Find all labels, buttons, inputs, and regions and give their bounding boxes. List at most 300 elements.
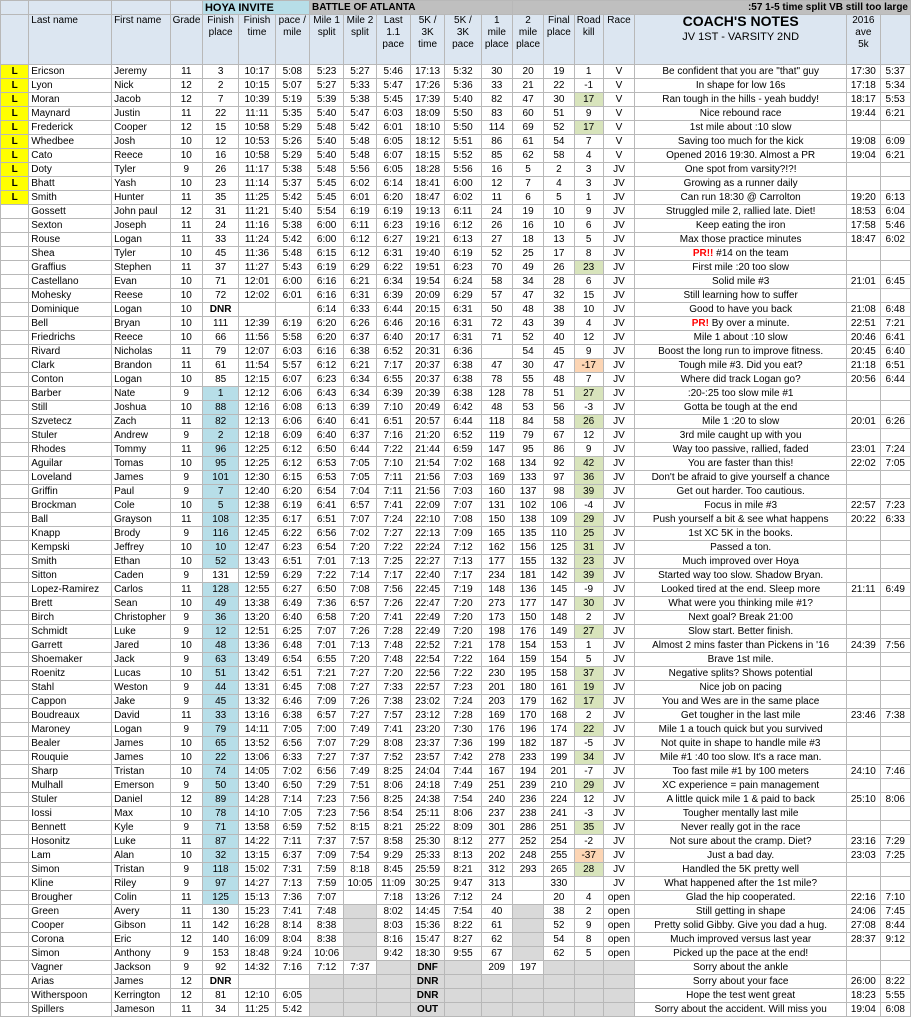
cell-17: Mile 1 a touch quick but you survived [635, 723, 847, 737]
cell-17: Passed a ton. [635, 541, 847, 555]
cell-12: 209 [481, 961, 512, 975]
table-row [1, 121, 911, 135]
cell-11: 7:17 [445, 569, 481, 583]
table-row [1, 807, 911, 821]
cell-10: 25:59 [410, 863, 444, 877]
cell-13: 49 [512, 261, 543, 275]
cell-9: 7:41 [376, 611, 410, 625]
cell-3: 12 [170, 79, 202, 93]
cell-8 [344, 947, 376, 961]
cell-2: Emerson [112, 779, 171, 793]
cell-12: 202 [481, 849, 512, 863]
cell-10: 23:02 [410, 695, 444, 709]
cell-3: 11 [170, 415, 202, 429]
cell-8: 7:49 [344, 765, 376, 779]
cell-12: 33 [481, 79, 512, 93]
cell-2: Hunter [112, 191, 171, 205]
cell-2: James [112, 471, 171, 485]
cell-16 [603, 961, 634, 975]
cell-13: 25 [512, 247, 543, 261]
cell-12: 47 [481, 359, 512, 373]
cell-8: 6:57 [344, 597, 376, 611]
cell-13: 156 [512, 541, 543, 555]
cell-10: 23:20 [410, 723, 444, 737]
cell-6: 6:01 [275, 289, 309, 303]
cell-6: 5:42 [275, 191, 309, 205]
cell-0 [1, 219, 29, 233]
cell-3: 11 [170, 107, 202, 121]
cell-2: John paul [112, 205, 171, 219]
cell-12: 164 [481, 653, 512, 667]
cell-16: JV [603, 681, 634, 695]
cell-3: 9 [170, 961, 202, 975]
cell-6: 9:24 [275, 947, 309, 961]
cell-16: JV [603, 275, 634, 289]
cell-12: 118 [481, 415, 512, 429]
cell-2: Tristan [112, 765, 171, 779]
cell-16: JV [603, 331, 634, 345]
cell-14: 45 [544, 345, 574, 359]
cell-15: -4 [574, 499, 603, 513]
cell-12: 301 [481, 821, 512, 835]
meet2-title: BATTLE OF ATLANTA [309, 1, 512, 15]
cell-18 [847, 429, 880, 443]
cell-4: 12 [202, 625, 238, 639]
cell-12: 119 [481, 429, 512, 443]
cell-4: 101 [202, 471, 238, 485]
table-row [1, 653, 911, 667]
cell-3: 10 [170, 667, 202, 681]
cell-2: Daniel [112, 793, 171, 807]
cell-12: 168 [481, 457, 512, 471]
cell-13 [512, 905, 543, 919]
cell-15: 1 [574, 191, 603, 205]
cell-13: 286 [512, 821, 543, 835]
cell-16: JV [603, 499, 634, 513]
cell-0 [1, 835, 29, 849]
cell-11: 7:28 [445, 709, 481, 723]
cell-9: 6:40 [376, 331, 410, 345]
cell-14: 158 [544, 667, 574, 681]
cell-19: 8:44 [880, 919, 910, 933]
cell-10: 18:15 [410, 149, 444, 163]
column-header-16: Race [603, 15, 634, 65]
cell-12: 57 [481, 289, 512, 303]
cell-9: 6:23 [376, 219, 410, 233]
cell-14: 2 [544, 163, 574, 177]
cell-8: 7:27 [344, 709, 376, 723]
cell-19: 5:46 [880, 219, 910, 233]
table-row [1, 93, 911, 107]
cell-9: 7:38 [376, 695, 410, 709]
cell-15: -2 [574, 835, 603, 849]
cell-4: 52 [202, 555, 238, 569]
cell-18: 20:22 [847, 513, 880, 527]
cell-2: Stephen [112, 261, 171, 275]
cell-3: 11 [170, 345, 202, 359]
cell-19 [880, 261, 910, 275]
cell-3: 10 [170, 275, 202, 289]
cell-8: 8:18 [344, 863, 376, 877]
cell-15: -3 [574, 807, 603, 821]
cell-17: Can run 18:30 @ Carrolton [635, 191, 847, 205]
cell-13: 159 [512, 653, 543, 667]
cell-12: 48 [481, 401, 512, 415]
cell-16: JV [603, 737, 634, 751]
cell-5 [239, 303, 275, 317]
cell-8: 7:04 [344, 485, 376, 499]
cell-0: L [1, 149, 29, 163]
cell-9: 6:03 [376, 107, 410, 121]
cell-6: 6:38 [275, 709, 309, 723]
cell-1: Friedrichs [29, 331, 112, 345]
cell-18 [847, 569, 880, 583]
cell-12 [481, 345, 512, 359]
cell-3: 9 [170, 569, 202, 583]
cell-16: JV [603, 387, 634, 401]
cell-15: -9 [574, 583, 603, 597]
cell-19 [880, 121, 910, 135]
cell-5: 10:53 [239, 135, 275, 149]
cell-3: 9 [170, 485, 202, 499]
cell-2: Logan [112, 233, 171, 247]
cell-10: 19:40 [410, 247, 444, 261]
cell-12: 24 [481, 891, 512, 905]
table-row [1, 359, 911, 373]
cell-16: JV [603, 877, 634, 891]
cell-3: 11 [170, 891, 202, 905]
cell-17: 3rd mile caught up with you [635, 429, 847, 443]
cell-11 [445, 975, 481, 989]
cell-7: 5:40 [309, 135, 343, 149]
cell-3: 9 [170, 625, 202, 639]
cell-5: 14:11 [239, 723, 275, 737]
cell-4: 1 [202, 387, 238, 401]
cell-10: 18:10 [410, 121, 444, 135]
cell-11: 9:55 [445, 947, 481, 961]
cell-7: 5:23 [309, 65, 343, 79]
cell-3: 10 [170, 149, 202, 163]
column-header-8: Mile 2 split [344, 15, 376, 65]
cell-8: 6:21 [344, 359, 376, 373]
cell-17: Not sure about the cramp. Diet? [635, 835, 847, 849]
cell-15: 23 [574, 261, 603, 275]
cell-8: 6:37 [344, 331, 376, 345]
cell-6: 6:56 [275, 737, 309, 751]
table-row [1, 639, 911, 653]
cell-3: 9 [170, 877, 202, 891]
cell-8: 6:02 [344, 177, 376, 191]
cell-17: Tougher mentally last mile [635, 807, 847, 821]
column-header-3: Grade [170, 15, 202, 65]
cell-6: 7:14 [275, 793, 309, 807]
cell-4: 2 [202, 79, 238, 93]
cell-1: Spillers [29, 1003, 112, 1017]
cell-5: 13:49 [239, 653, 275, 667]
cell-17: Handled the 5K pretty well [635, 863, 847, 877]
cell-14: 19 [544, 65, 574, 79]
cell-4: 44 [202, 681, 238, 695]
cell-17: Be confident that you are "that" guy [635, 65, 847, 79]
cell-18: 27:08 [847, 919, 880, 933]
cell-17: Opened 2016 19:30. Almost a PR [635, 149, 847, 163]
cell-19: 5:53 [880, 93, 910, 107]
cell-0 [1, 625, 29, 639]
cell-8: 7:14 [344, 569, 376, 583]
cell-7: 6:56 [309, 765, 343, 779]
cell-10: 22:54 [410, 653, 444, 667]
cell-4: 22 [202, 107, 238, 121]
cell-10: 18:28 [410, 163, 444, 177]
cell-5: 12:47 [239, 541, 275, 555]
cell-1: Iossi [29, 807, 112, 821]
cell-14: 147 [544, 597, 574, 611]
cell-0 [1, 513, 29, 527]
cell-14: 28 [544, 275, 574, 289]
cell-9: 6:19 [376, 205, 410, 219]
cell-14 [544, 961, 574, 975]
cell-12: 234 [481, 569, 512, 583]
cell-13: 69 [512, 121, 543, 135]
cell-10: 19:51 [410, 261, 444, 275]
cell-6: 6:51 [275, 555, 309, 569]
cell-13: 21 [512, 79, 543, 93]
cell-15 [574, 989, 603, 1003]
cell-1: Brougher [29, 891, 112, 905]
table-row [1, 65, 911, 79]
cell-7: 6:53 [309, 457, 343, 471]
cell-10: 19:16 [410, 219, 444, 233]
cell-12: 114 [481, 121, 512, 135]
table-row [1, 177, 911, 191]
pr-badge: PR! [691, 317, 709, 329]
cell-10: 22:45 [410, 583, 444, 597]
cell-10: 17:39 [410, 93, 444, 107]
cell-12: 128 [481, 387, 512, 401]
cell-7: 6:54 [309, 541, 343, 555]
cell-12: 85 [481, 149, 512, 163]
cell-19: 9:12 [880, 933, 910, 947]
cell-1: Birch [29, 611, 112, 625]
cell-13: 154 [512, 639, 543, 653]
cell-5: 12:12 [239, 387, 275, 401]
cell-19 [880, 737, 910, 751]
cell-19: 6:02 [880, 233, 910, 247]
cell-13: 197 [512, 961, 543, 975]
cell-17: Sorry about the ankle [635, 961, 847, 975]
cell-8: 6:01 [344, 191, 376, 205]
cell-4: 71 [202, 821, 238, 835]
cell-0 [1, 527, 29, 541]
cell-14: 5 [544, 191, 574, 205]
cell-2: Jack [112, 653, 171, 667]
cell-10: 25:11 [410, 807, 444, 821]
cell-14: 98 [544, 485, 574, 499]
cell-18: 18:17 [847, 93, 880, 107]
cell-18 [847, 261, 880, 275]
cell-15: 23 [574, 555, 603, 569]
cell-12: 71 [481, 331, 512, 345]
cell-11: 7:07 [445, 499, 481, 513]
table-row [1, 471, 911, 485]
cell-7: 5:40 [309, 149, 343, 163]
cell-7: 6:40 [309, 415, 343, 429]
cell-0 [1, 779, 29, 793]
cell-13: 252 [512, 835, 543, 849]
cell-11: 7:20 [445, 597, 481, 611]
cell-11: 6:52 [445, 429, 481, 443]
cell-19: 7:38 [880, 709, 910, 723]
cell-19 [880, 611, 910, 625]
cell-11: 7:22 [445, 653, 481, 667]
cell-0 [1, 401, 29, 415]
cell-5: 12:51 [239, 625, 275, 639]
cell-16: JV [603, 401, 634, 415]
cell-0 [1, 275, 29, 289]
cell-6: 5:35 [275, 107, 309, 121]
cell-11: 7:36 [445, 737, 481, 751]
cell-2: Max [112, 807, 171, 821]
cell-11: 6:29 [445, 289, 481, 303]
cell-11: 5:36 [445, 79, 481, 93]
cell-5: 11:11 [239, 107, 275, 121]
cell-3: 10 [170, 737, 202, 751]
cell-18: 25:10 [847, 793, 880, 807]
cell-7: 7:59 [309, 877, 343, 891]
cell-2: Cooper [112, 121, 171, 135]
cell-15: 39 [574, 569, 603, 583]
cell-8: 7:26 [344, 625, 376, 639]
cell-5: 12:30 [239, 471, 275, 485]
cell-9: 7:56 [376, 583, 410, 597]
cell-7: 7:09 [309, 695, 343, 709]
cell-6: 5:42 [275, 233, 309, 247]
column-header-13: 2 mile place [512, 15, 543, 65]
cell-0 [1, 233, 29, 247]
cell-14: 10 [544, 205, 574, 219]
cell-6 [275, 975, 309, 989]
table-row [1, 443, 911, 457]
cell-16: V [603, 107, 634, 121]
cell-10: 23:12 [410, 709, 444, 723]
cell-0 [1, 989, 29, 1003]
cell-1: Szvetecz [29, 415, 112, 429]
cell-16: JV [603, 513, 634, 527]
cell-9: 7:57 [376, 709, 410, 723]
cell-1: Maroney [29, 723, 112, 737]
cell-8: 10:05 [344, 877, 376, 891]
cell-12: 201 [481, 681, 512, 695]
cell-11: 7:19 [445, 583, 481, 597]
cell-11: 7:23 [445, 681, 481, 695]
cell-17: Never really got in the race [635, 821, 847, 835]
cell-15: 2 [574, 905, 603, 919]
cell-13: 53 [512, 401, 543, 415]
cell-15: 22 [574, 723, 603, 737]
cell-17: XC experience = pain management [635, 779, 847, 793]
cell-18 [847, 611, 880, 625]
cell-18: 18:53 [847, 205, 880, 219]
cell-7: 6:57 [309, 709, 343, 723]
cell-1: Rouse [29, 233, 112, 247]
cell-15: 28 [574, 863, 603, 877]
cell-10: 22:24 [410, 541, 444, 555]
coach-notes-title: COACH'S NOTES [682, 14, 799, 29]
cell-6: 5:42 [275, 1003, 309, 1017]
cell-14: 210 [544, 779, 574, 793]
pr-badge: PR!! [692, 247, 714, 259]
cell-4: 87 [202, 835, 238, 849]
cell-6: 6:29 [275, 569, 309, 583]
cell-18: 24:39 [847, 639, 880, 653]
cell-12: 167 [481, 765, 512, 779]
cell-6: 8:14 [275, 919, 309, 933]
cell-5: 13:43 [239, 555, 275, 569]
cell-16: JV [603, 485, 634, 499]
cell-0 [1, 359, 29, 373]
cell-15: 9 [574, 919, 603, 933]
cell-15: 2 [574, 611, 603, 625]
cell-12 [481, 989, 512, 1003]
cell-6: 6:54 [275, 653, 309, 667]
cell-11: 6:02 [445, 191, 481, 205]
cell-11: 7:12 [445, 541, 481, 555]
cell-7: 7:21 [309, 667, 343, 681]
cell-11: 6:42 [445, 401, 481, 415]
cell-19: 5:34 [880, 79, 910, 93]
cell-14: 67 [544, 429, 574, 443]
cell-0: L [1, 65, 29, 79]
cell-7: 6:16 [309, 345, 343, 359]
cell-16: JV [603, 261, 634, 275]
cell-2: Logan [112, 303, 171, 317]
table-row [1, 387, 911, 401]
cell-19: 7:10 [880, 891, 910, 905]
cell-2: Sean [112, 597, 171, 611]
cell-0 [1, 555, 29, 569]
table-row [1, 975, 911, 989]
cell-12: 52 [481, 247, 512, 261]
cell-3: 12 [170, 933, 202, 947]
cell-19 [880, 177, 910, 191]
cell-5: 16:09 [239, 933, 275, 947]
cell-14: 58 [544, 415, 574, 429]
cell-18: 21:08 [847, 303, 880, 317]
cell-19: 8:22 [880, 975, 910, 989]
cell-2: Eric [112, 933, 171, 947]
cell-8: 7:56 [344, 807, 376, 821]
cell-16: V [603, 79, 634, 93]
table-row [1, 863, 911, 877]
cell-19: 7:05 [880, 457, 910, 471]
cell-12: 147 [481, 443, 512, 457]
cell-10: 22:09 [410, 499, 444, 513]
column-header-5: Finish time [239, 15, 275, 65]
cell-9: 6:51 [376, 415, 410, 429]
cell-16: JV [603, 625, 634, 639]
cell-11: 6:24 [445, 275, 481, 289]
table-row [1, 79, 911, 93]
cell-5: 10:58 [239, 149, 275, 163]
cell-18: 23:03 [847, 849, 880, 863]
cell-11: 7:12 [445, 891, 481, 905]
cell-9: 7:10 [376, 401, 410, 415]
cell-0 [1, 667, 29, 681]
cell-2: Brody [112, 527, 171, 541]
cell-15: 12 [574, 793, 603, 807]
cell-6: 6:25 [275, 625, 309, 639]
cell-8: 7:27 [344, 667, 376, 681]
